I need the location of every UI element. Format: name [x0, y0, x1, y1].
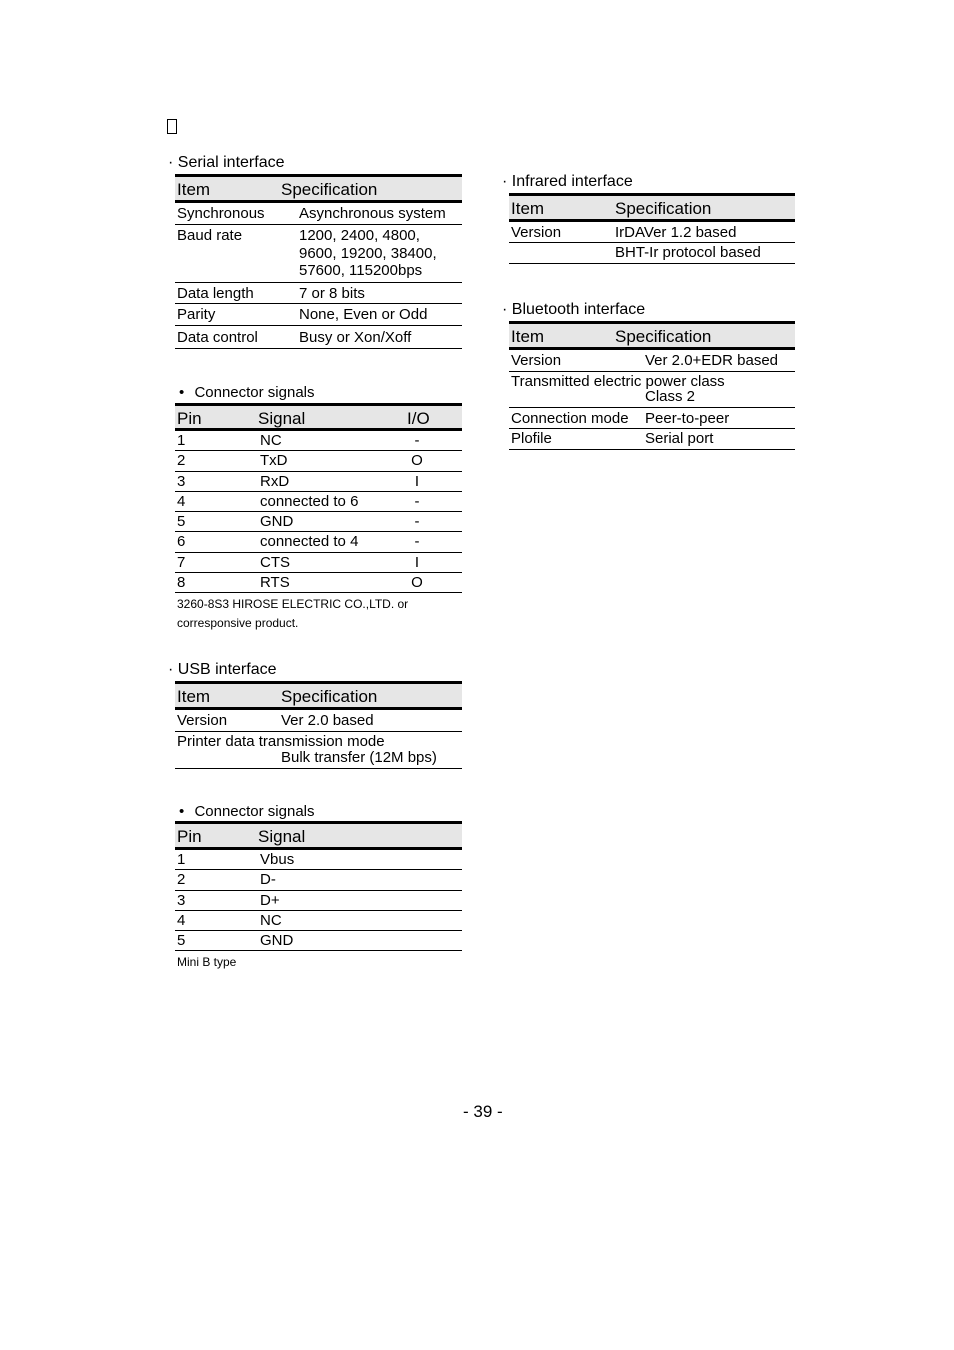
pin: 4: [177, 492, 186, 510]
table-row: [175, 225, 462, 283]
pin: 5: [177, 513, 186, 531]
connector-title-text: Connector signals: [194, 384, 315, 401]
bullet-icon: •: [179, 803, 185, 820]
header-signal: Signal: [258, 409, 306, 428]
usb-connector-title: [179, 803, 315, 821]
header-pin: Pin: [177, 827, 202, 846]
header-specification: Specification: [615, 199, 712, 218]
table-row: [175, 203, 462, 225]
signal: D-: [260, 871, 276, 889]
row-spec: Ver 2.0 based: [281, 712, 374, 729]
pin: 5: [177, 932, 186, 950]
signal: NC: [260, 432, 282, 449]
io: I: [414, 472, 420, 490]
page-number: - 39 -: [463, 1102, 503, 1121]
table-row: [175, 870, 462, 890]
row-spec: Bulk transfer (12M bps): [281, 749, 437, 766]
row-spec: 7 or 8 bits: [299, 285, 365, 302]
row-spec: Class 2: [645, 388, 696, 405]
serial-spec-header: [175, 174, 462, 203]
usb-connector-header: [175, 821, 462, 850]
row-spec: None, Even or Odd: [299, 306, 428, 323]
row-spec: Ver 2.0+EDR based: [645, 352, 779, 369]
infrared-spec-table: [509, 193, 795, 264]
pin: 3: [177, 891, 186, 909]
signal: TxD: [260, 452, 288, 470]
row-item: Transmitted electric power class: [511, 373, 725, 390]
signal: GND: [260, 513, 294, 531]
row-spec: Peer-to-peer: [645, 410, 730, 427]
header-item: Item: [177, 180, 211, 199]
row-spec-line: 57600, 115200bps: [299, 262, 423, 279]
signal: D+: [260, 891, 280, 909]
pin: 6: [177, 533, 186, 551]
row-item: Parity: [177, 306, 216, 323]
row-item: Printer data transmission mode: [177, 733, 385, 750]
infrared-interface-title: · Infrared interface: [502, 173, 633, 190]
usb-spec-header: [175, 681, 462, 710]
table-row: [175, 850, 462, 870]
pin: 8: [177, 574, 186, 592]
table-row: [175, 326, 462, 349]
infrared-spec-header: [509, 193, 795, 222]
io: I: [414, 553, 420, 571]
header-item: Item: [511, 327, 545, 346]
row-spec: BHT-Ir protocol based: [615, 244, 761, 261]
table-row: [175, 472, 462, 492]
pin: 1: [177, 432, 186, 449]
header-specification: Specification: [281, 180, 378, 199]
table-row: [175, 512, 462, 532]
table-row: [509, 408, 795, 429]
signal: NC: [260, 911, 282, 929]
signal: connected to 4: [260, 533, 359, 551]
table-row: [175, 891, 462, 911]
serial-interface-title: · Serial interface: [168, 154, 285, 171]
row-spec: [299, 227, 437, 280]
table-row: [175, 431, 462, 451]
pin: 2: [177, 452, 186, 470]
pin: 7: [177, 553, 186, 571]
row-spec: Serial port: [645, 430, 714, 447]
row-item: Data control: [177, 329, 258, 346]
signal: Vbus: [260, 851, 295, 868]
signal: RTS: [260, 574, 290, 592]
table-row: [175, 451, 462, 471]
header-io: I/O: [407, 409, 430, 428]
usb-interface-title: · USB interface: [168, 661, 277, 678]
pin: 3: [177, 472, 186, 490]
signal: RxD: [260, 472, 290, 490]
table-row: [175, 710, 462, 732]
signal: connected to 6: [260, 492, 359, 510]
pin: 4: [177, 911, 186, 929]
io: -: [414, 533, 420, 551]
row-spec: Asynchronous system: [299, 205, 446, 222]
table-row: [175, 931, 462, 951]
table-row: [175, 732, 462, 769]
row-item: Synchronous: [177, 205, 265, 222]
table-row: [509, 243, 795, 264]
serial-spec-table: [175, 174, 462, 349]
table-row: [509, 350, 795, 372]
row-item: Plofile: [511, 430, 552, 447]
header-signal: Signal: [258, 827, 306, 846]
table-row: [175, 911, 462, 931]
row-spec: Busy or Xon/Xoff: [299, 329, 412, 346]
pin: 1: [177, 851, 186, 868]
serial-connector-note: [177, 595, 408, 633]
row-spec-line: 9600, 19200, 38400,: [299, 244, 437, 262]
note-line: corresponsive product.: [177, 616, 299, 630]
io: -: [414, 432, 420, 449]
header-specification: Specification: [615, 327, 712, 346]
serial-connector-header: [175, 403, 462, 431]
serial-connector-title: [179, 384, 315, 402]
header-pin: Pin: [177, 409, 202, 428]
table-row: [175, 532, 462, 552]
table-row: [509, 372, 795, 408]
signal: GND: [260, 932, 294, 950]
serial-connector-table: [175, 403, 462, 593]
io: O: [411, 452, 423, 470]
note-line: 3260-8S3 HIROSE ELECTRIC CO.,LTD. or: [177, 597, 409, 611]
table-row: [175, 283, 462, 304]
table-row: [175, 573, 462, 593]
io: -: [414, 492, 420, 510]
table-row: [509, 222, 795, 243]
io: O: [411, 574, 423, 592]
io: -: [414, 513, 420, 531]
bluetooth-spec-header: [509, 321, 795, 350]
table-row: [175, 304, 462, 326]
usb-connector-note: Mini B type: [177, 955, 237, 969]
header-item: Item: [511, 199, 545, 218]
table-row: [175, 492, 462, 512]
header-specification: Specification: [281, 687, 378, 706]
usb-connector-table: [175, 821, 462, 951]
pin: 2: [177, 871, 186, 889]
header-item: Item: [177, 687, 211, 706]
usb-spec-table: [175, 681, 462, 769]
square-glyph-icon: [167, 119, 177, 134]
table-row: [509, 429, 795, 450]
row-item: Version: [177, 712, 228, 729]
row-item: Connection mode: [511, 410, 629, 427]
row-item: Data length: [177, 285, 254, 302]
connector-title-text: Connector signals: [194, 803, 315, 820]
row-item: Baud rate: [177, 227, 243, 244]
bullet-icon: •: [179, 384, 185, 401]
table-row: [175, 553, 462, 573]
signal: CTS: [260, 553, 290, 571]
bluetooth-spec-table: [509, 321, 795, 450]
bluetooth-interface-title: · Bluetooth interface: [502, 301, 646, 318]
row-item: Version: [511, 224, 562, 241]
row-spec-line: 1200, 2400, 4800,: [299, 227, 420, 244]
row-item: Version: [511, 352, 562, 369]
row-spec: IrDAVer 1.2 based: [615, 224, 737, 241]
